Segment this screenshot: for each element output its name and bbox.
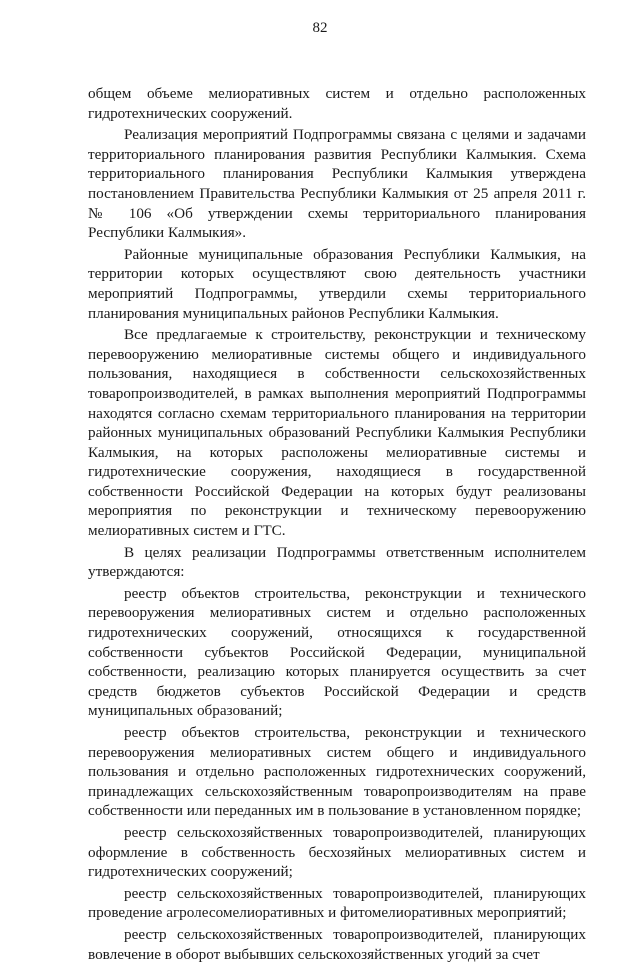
paragraph: В целях реализации Подпрограммы ответственным исполнителем утверждаются: (88, 543, 586, 581)
list-item: реестр объектов строительства, реконструкции и технического перевооружения мелиоративных систем общего и индивидуального пользования и отдельно расположенных гидротехнических сооружений, принадлежащих сельскохозяйственным товаропроизводителям на праве собственности или переданных им в пользование в установленном порядке; (88, 724, 586, 820)
paragraph: Все предлагаемые к строительству, реконструкции и техническому перевооружению мелиоративные системы общего и индивидуального пользования, находящиеся в собственности сельскохозяйственных товаропроизводителей, в рамках выполнения мероприятий Подпрограммы находятся согласно схемам территориального планирования на территории районных муниципальных образований Республики Калмыкия Республики Калмыкия, на которых расположены мелиоративные системы и гидротехнические сооружения, находящиеся в государственной собственности Российской Федерации на которых будут реализованы мероприятия по реконструкции и техническому перевооружению мелиоративных систем и ГТС. (88, 326, 586, 540)
list-item: реестр сельскохозяйственных товаропроизводителей, планирующих вовлечение в оборот выбывших сельскохозяйственных угодий за счет (88, 925, 586, 963)
list-item: реестр сельскохозяйственных товаропроизводителей, планирующих оформление в собственность бесхозяйных мелиоративных систем и гидротехнических сооружений; (88, 823, 586, 881)
paragraph: общем объеме мелиоративных систем и отдельно расположенных гидротехнических сооружений. (88, 85, 586, 122)
list-item: реестр объектов строительства, реконструкции и технического перевооружения мелиоративных систем и отдельно расположенных гидротехнических сооружений, относящихся к государственной собственности субъектов Российской Федерации, муниципальной собственности, реализацию которых планируется осуществить за счет средств бюджетов субъектов Российской Федерации и средств муниципальных образований; (88, 584, 586, 720)
body-text (88, 84, 586, 966)
paragraph: Районные муниципальные образования Республики Калмыкия, на территории которых осуществляют свою деятельность участники мероприятий Подпрограммы, утвердили схемы территориального планирования муниципальных районов Республики Калмыкия. (88, 245, 586, 322)
list-item: реестр сельскохозяйственных товаропроизводителей, планирующих проведение агролесомелиоративных и фитомелиоративных мероприятий; (88, 884, 586, 922)
paragraph: Реализация мероприятий Подпрограммы связана с целями и задачами территориального планирования развития Республики Калмыкия. Схема территориального планирования Республики Калмыкия утверждена постановлением Правительства Республики Калмыкия от 25 апреля 2011 г. № 106 «Об утверждении схемы территориального планирования Республики Калмыкия». (88, 126, 586, 242)
page-number: 82 (312, 20, 328, 36)
